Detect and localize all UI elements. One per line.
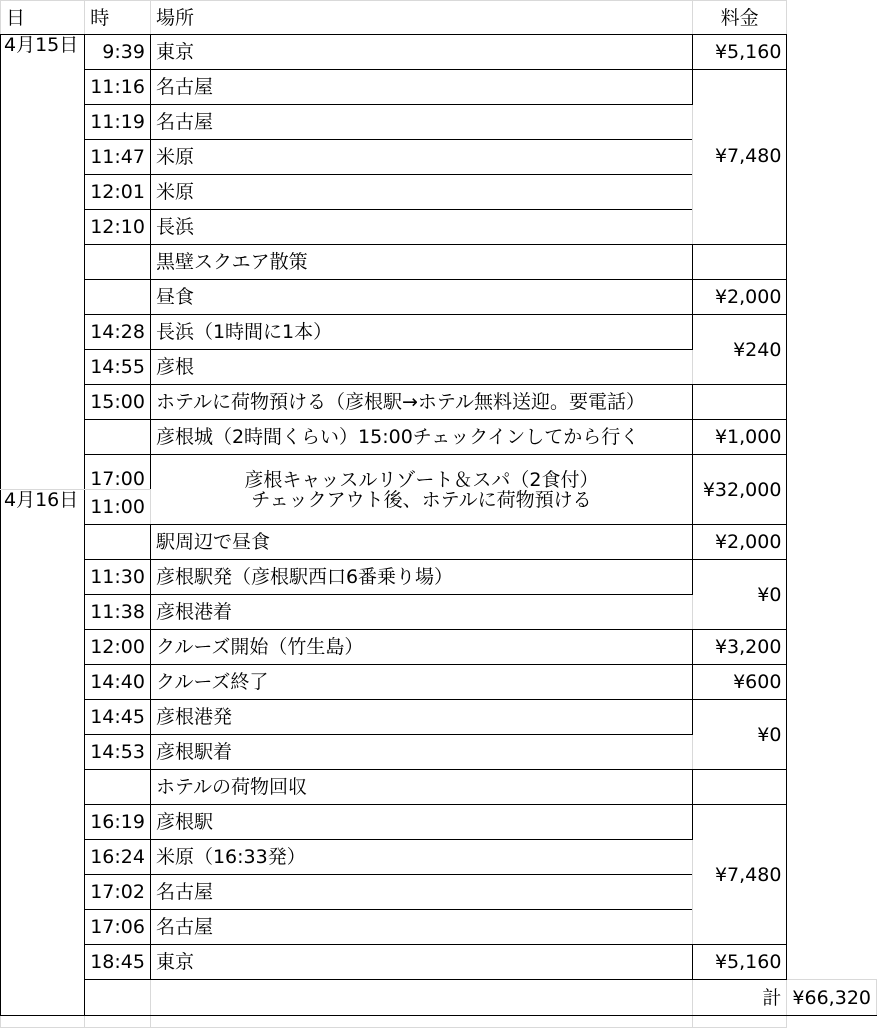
empty-cell[interactable] [692,1016,786,1028]
place-cell[interactable]: 東京 [150,35,692,70]
time-cell[interactable] [85,525,151,560]
time-cell[interactable]: 16:19 [85,805,151,840]
place-cell[interactable]: ホテルの荷物回収 [150,770,692,805]
fee-cell[interactable]: ¥5,160 [692,35,786,70]
table-row [1,945,877,980]
time-cell[interactable]: 11:16 [85,70,151,105]
total-label[interactable]: 計 [692,980,786,1016]
fee-cell[interactable] [692,245,786,280]
fee-cell[interactable]: ¥240 [692,315,786,385]
place-cell[interactable]: 駅周辺で昼食 [150,525,692,560]
header-place[interactable]: 場所 [150,1,692,35]
place-cell[interactable]: 昼食 [150,280,692,315]
table-row [1,315,877,350]
table-row [1,35,877,70]
fee-cell[interactable]: ¥0 [692,560,786,630]
table-row [1,630,877,665]
time-cell[interactable]: 16:24 [85,840,151,875]
time-cell[interactable]: 11:38 [85,595,151,630]
time-cell[interactable]: 12:00 [85,630,151,665]
time-cell[interactable]: 11:00 [85,490,151,525]
place-cell[interactable]: 彦根港着 [150,595,692,630]
time-cell[interactable] [85,420,151,455]
time-cell[interactable]: 14:45 [85,700,151,735]
day-cell-apr15[interactable]: 4月15日 [1,35,85,490]
time-cell[interactable]: 14:28 [85,315,151,350]
place-cell[interactable]: 長浜（1時間に1本） [150,315,692,350]
time-cell[interactable]: 12:01 [85,175,151,210]
header-fee[interactable]: 料金 [692,1,786,35]
time-cell[interactable]: 17:00 [85,455,151,490]
total-empty-time[interactable] [150,980,692,1016]
time-cell[interactable]: 17:02 [85,875,151,910]
place-cell[interactable]: 名古屋 [150,70,692,105]
place-cell[interactable]: 彦根 [150,350,692,385]
time-cell[interactable]: 11:47 [85,140,151,175]
table-row [1,455,877,490]
table-row [1,560,877,595]
time-cell[interactable] [85,770,151,805]
fee-cell[interactable]: ¥7,480 [692,805,786,945]
fee-cell[interactable]: ¥2,000 [692,525,786,560]
place-cell[interactable]: 名古屋 [150,105,692,140]
hotel-cell[interactable] [150,455,692,525]
table-row [1,420,877,455]
day-cell-apr16[interactable]: 4月16日 [1,490,85,1016]
place-cell[interactable]: 米原 [150,140,692,175]
time-cell[interactable]: 17:06 [85,910,151,945]
header-day[interactable]: 日 [1,1,85,35]
time-cell[interactable]: 14:40 [85,665,151,700]
place-cell[interactable]: クルーズ開始（竹生島） [150,630,692,665]
fee-cell[interactable]: ¥1,000 [692,420,786,455]
fee-cell[interactable]: ¥32,000 [692,455,786,525]
place-cell[interactable]: 米原 [150,175,692,210]
place-cell[interactable]: 名古屋 [150,875,692,910]
place-cell[interactable]: 彦根城（2時間くらい）15:00チェックインしてから行く [150,420,692,455]
time-cell[interactable]: 14:55 [85,350,151,385]
place-cell[interactable]: 彦根駅発（彦根駅西口6番乗り場） [150,560,692,595]
table-row [1,280,877,315]
place-cell[interactable]: クルーズ終了 [150,665,692,700]
fee-cell[interactable]: ¥0 [692,700,786,770]
place-cell[interactable]: 東京 [150,945,692,980]
table-row [1,385,877,420]
total-row [1,980,877,1016]
time-cell[interactable]: 11:30 [85,560,151,595]
header-row [1,1,877,35]
empty-cell[interactable] [1,1016,85,1028]
fee-cell[interactable] [692,770,786,805]
empty-cell[interactable] [85,1016,151,1028]
fee-cell[interactable]: ¥3,200 [692,630,786,665]
time-cell[interactable]: 14:53 [85,735,151,770]
place-cell[interactable]: 彦根港発 [150,700,692,735]
fee-cell[interactable]: ¥5,160 [692,945,786,980]
time-cell[interactable]: 15:00 [85,385,151,420]
total-value[interactable]: ¥66,320 [787,980,877,1016]
fee-cell[interactable]: ¥2,000 [692,280,786,315]
table-row [1,700,877,735]
empty-cell[interactable] [150,1016,692,1028]
table-row [1,770,877,805]
fee-cell[interactable] [692,385,786,420]
time-cell[interactable] [85,280,151,315]
time-cell[interactable]: 12:10 [85,210,151,245]
fee-cell[interactable]: ¥600 [692,665,786,700]
place-cell[interactable]: 黒壁スクエア散策 [150,245,692,280]
place-cell[interactable]: 長浜 [150,210,692,245]
place-cell[interactable]: 彦根駅 [150,805,692,840]
hotel-note: チェックアウト後、ホテルに荷物預ける [251,488,592,511]
table-row [1,245,877,280]
place-cell[interactable]: ホテルに荷物預ける（彦根駅→ホテル無料送迎。要電話） [150,385,692,420]
table-row [1,525,877,560]
time-cell[interactable]: 9:39 [85,35,151,70]
header-time[interactable]: 時 [85,1,151,35]
place-cell[interactable]: 米原（16:33発） [150,840,692,875]
empty-row [1,1016,877,1028]
place-cell[interactable]: 名古屋 [150,910,692,945]
fee-cell[interactable]: ¥7,480 [692,70,786,245]
time-cell[interactable]: 11:19 [85,105,151,140]
table-row [1,70,877,105]
time-cell[interactable] [85,245,151,280]
place-cell[interactable]: 彦根駅着 [150,735,692,770]
time-cell[interactable]: 18:45 [85,945,151,980]
total-empty-day[interactable] [85,980,151,1016]
table-row [1,665,877,700]
table-row [1,805,877,840]
hotel-name: 彦根キャッスルリゾート＆スパ（2食付） [244,468,599,491]
